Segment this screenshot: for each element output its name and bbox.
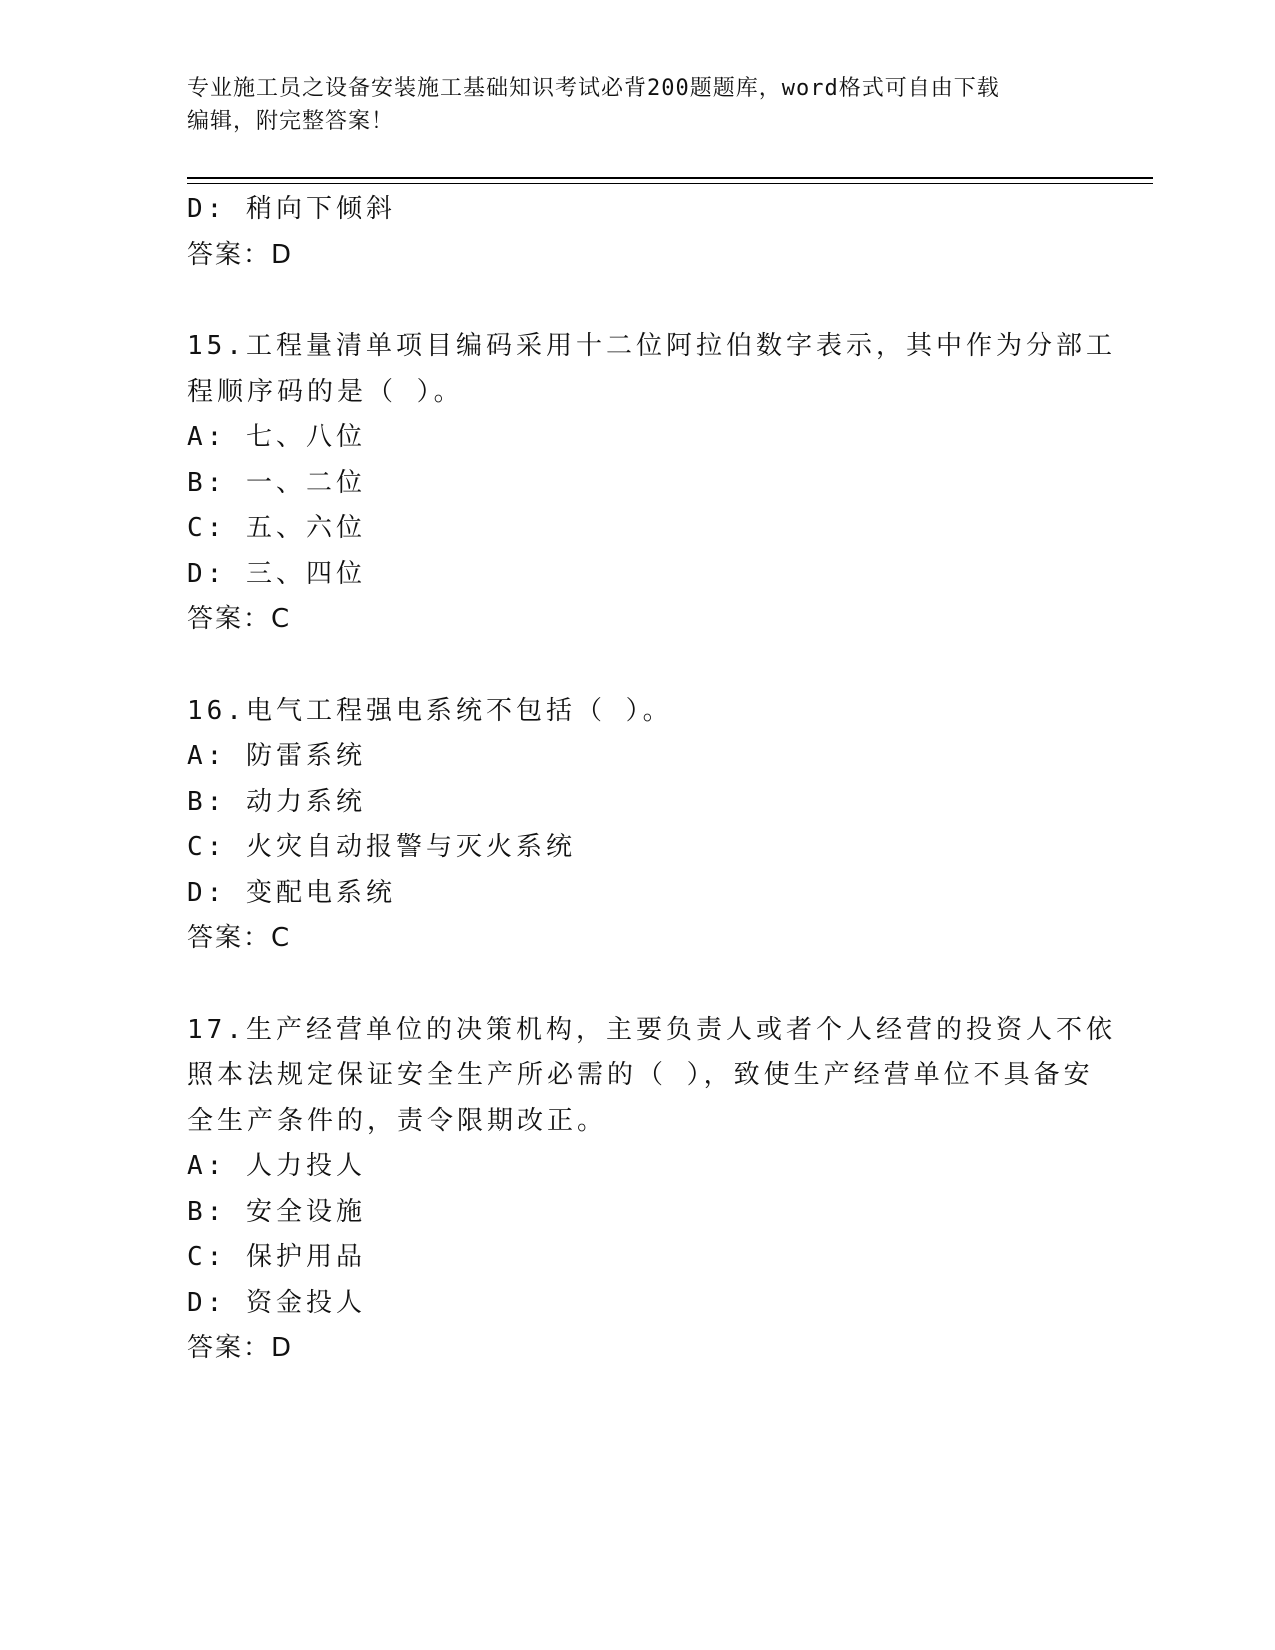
answer-line: 答案：D — [187, 239, 294, 270]
option-b: B: 动力系统 — [187, 786, 366, 817]
option-a: A: 人力投人 — [187, 1151, 366, 1181]
option-d: D: 资金投人 — [187, 1287, 366, 1318]
option-d: D: 稍向下倾斜 — [187, 194, 396, 224]
question-text-line: 16.电气工程强电系统不包括（ ）。 — [187, 695, 673, 726]
header-divider-thick — [187, 177, 1153, 179]
answer-line: 答案：C — [187, 604, 292, 634]
option-d: D: 变配电系统 — [187, 877, 396, 908]
option-c: C: 火灾自动报警与灭火系统 — [187, 832, 576, 862]
answer-line: 答案：D — [187, 1333, 294, 1363]
header-line-1: 专业施工员之设备安装施工基础知识考试必背200题题库，word格式可自由下载 — [187, 76, 1000, 101]
question-text-line: 17.生产经营单位的决策机构，主要负责人或者个人经营的投资人不依 — [187, 1014, 1116, 1045]
question-list — [187, 187, 1116, 1372]
spacer — [187, 962, 1087, 1008]
header-divider-thin — [187, 183, 1153, 184]
question-text-line: 照本法规定保证安全生产所必需的（ ），致使生产经营单位不具备安 — [187, 1060, 1094, 1090]
spacer — [187, 643, 1087, 689]
option-a: A: 七、八位 — [187, 422, 366, 452]
question-text-line: 程顺序码的是（ ）。 — [187, 376, 464, 407]
question-16 — [187, 689, 1087, 962]
option-c: C: 五、六位 — [187, 513, 366, 543]
question-text-line: 全生产条件的，责令限期改正。 — [187, 1105, 608, 1136]
option-b: B: 一、二位 — [187, 467, 366, 498]
option-a: A: 防雷系统 — [187, 741, 366, 771]
option-c: C: 保护用品 — [187, 1242, 366, 1272]
spacer — [187, 278, 1087, 324]
question-17 — [187, 1008, 1116, 1372]
document-header — [187, 72, 1087, 138]
question-15 — [187, 324, 1116, 643]
question-text-line: 15.工程量清单项目编码采用十二位阿拉伯数字表示，其中作为分部工 — [187, 331, 1116, 361]
option-b: B: 安全设施 — [187, 1196, 366, 1227]
answer-line: 答案：C — [187, 923, 292, 953]
option-d: D: 三、四位 — [187, 558, 366, 589]
header-line-2: 编辑，附完整答案！ — [187, 109, 395, 134]
